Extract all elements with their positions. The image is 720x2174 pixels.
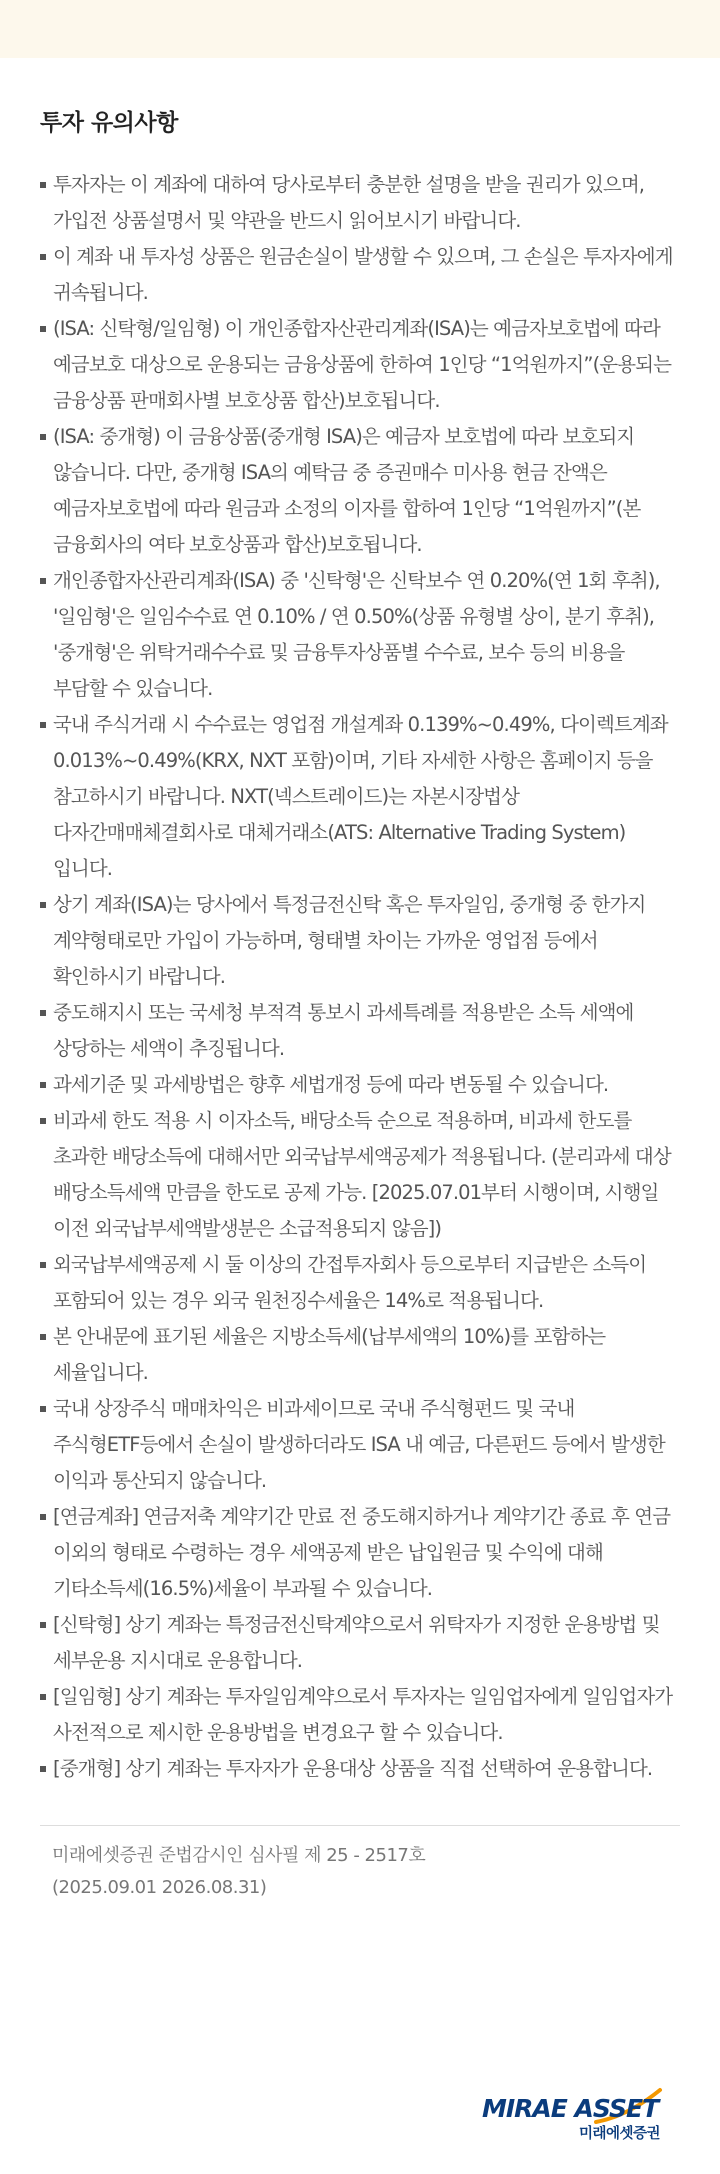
mirae-asset-logo <box>482 2086 660 2142</box>
bullet-icon <box>40 722 46 728</box>
notice-section <box>0 58 720 1787</box>
notice-item <box>40 311 680 419</box>
notice-text: 이 계좌 내 투자성 상품은 원금손실이 발생할 수 있으며, 그 손실은 투자자에게 귀속됩니다. <box>53 245 673 304</box>
bullet-icon <box>40 1262 46 1268</box>
compliance-review-number: 미래에셋증권 준법감시인 심사필 제 25 - 2517호 <box>52 1845 426 1866</box>
notice-item <box>40 167 680 239</box>
notice-item <box>40 1499 680 1607</box>
bullet-icon <box>40 254 46 260</box>
notice-item <box>40 1679 680 1751</box>
notice-text: 개인종합자산관리계좌(ISA) 중 '신탁형'은 신탁보수 연 0.20%(연 1회 후취), '일임형'은 일임수수료 연 0.10% / 연 0.50%(상품 유형별 상이, 분기 후취), '중개형'은 위탁거래수수료 및 금융투자상품별 수수료, 보수 등의 비용을 부담할 수 있습니다. <box>53 569 660 700</box>
notice-item <box>40 1067 680 1103</box>
bullet-icon <box>40 1406 46 1412</box>
bullet-icon <box>40 1766 46 1772</box>
page-title: 투자 유의사항 <box>40 110 178 136</box>
notice-text: 본 안내문에 표기된 세율은 지방소득세(납부세액의 10%)를 포함하는 세율입니다. <box>53 1325 606 1384</box>
notice-item <box>40 887 680 995</box>
notice-text: [신탁형] 상기 계좌는 특정금전신탁계약으로서 위탁자가 지정한 운용방법 및 세부운용 지시대로 운용합니다. <box>53 1613 660 1672</box>
notice-item <box>40 1247 680 1319</box>
notice-item <box>40 419 680 563</box>
notice-text: [일임형] 상기 계좌는 투자일임계약으로서 투자자는 일임업자에게 일임업자가 사전적으로 제시한 운용방법을 변경요구 할 수 있습니다. <box>53 1685 673 1744</box>
notice-text: 국내 주식거래 시 수수료는 영업점 개설계좌 0.139%~0.49%, 다이렉트계좌 0.013%~0.49%(KRX, NXT 포함)이며, 기타 자세한 사항은 홈페이지 등을 참고하시기 바랍니다. NXT(넥스트레이드)는 자본시장법상 다자간매매체결회사로 대체거래소(ATS: Alternative Trading System)입니다. <box>53 713 668 880</box>
notice-item <box>40 995 680 1067</box>
logo-text-ko: 미래에셋증권 <box>578 2126 660 2142</box>
notice-item <box>40 1751 680 1787</box>
top-band <box>0 0 720 58</box>
notice-item <box>40 1103 680 1247</box>
bullet-icon <box>40 1622 46 1628</box>
notice-text: 상기 계좌(ISA)는 당사에서 특정금전신탁 혹은 투자일임, 중개형 중 한가지 계약형태로만 가입이 가능하며, 형태별 차이는 가까운 영업점 등에서 확인하시기 바랍니다. <box>53 893 646 988</box>
bullet-icon <box>40 578 46 584</box>
notice-text: [연금계좌] 연금저축 계약기간 만료 전 중도해지하거나 계약기간 종료 후 연금 이외의 형태로 수령하는 경우 세액공제 받은 납입원금 및 수익에 대해 기타소득세(16.5%)세율이 부과될 수 있습니다. <box>53 1505 671 1600</box>
notice-text: 외국납부세액공제 시 둘 이상의 간접투자회사 등으로부터 지급받은 소득이 포함되어 있는 경우 외국 원천징수세율은 14%로 적용됩니다. <box>53 1253 647 1312</box>
compliance-footer <box>0 1826 720 1904</box>
logo-text-en: MIRAE ASSET <box>482 2094 659 2123</box>
notice-item <box>40 563 680 707</box>
notice-text: 중도해지시 또는 국세청 부적격 통보시 과세특례를 적용받은 소득 세액에 상당하는 세액이 추징됩니다. <box>53 1001 634 1060</box>
bullet-icon <box>40 1514 46 1520</box>
notice-item <box>40 1319 680 1391</box>
notice-text: [중개형] 상기 계좌는 투자자가 운용대상 상품을 직접 선택하여 운용합니다. <box>53 1757 653 1780</box>
compliance-valid-period: (2025.09.01 2026.08.31) <box>52 1877 267 1898</box>
notice-item <box>40 1607 680 1679</box>
notice-text: (ISA: 신탁형/일임형) 이 개인종합자산관리계좌(ISA)는 예금자보호법에 따라 예금보호 대상으로 운용되는 금융상품에 한하여 1인당 “1억원까지”(운용되는 금융상품 판매회사별 보호상품 합산)보호됩니다. <box>53 317 672 412</box>
bullet-icon <box>40 1118 46 1124</box>
notice-list <box>40 167 680 1787</box>
bullet-icon <box>40 902 46 908</box>
bullet-icon <box>40 182 46 188</box>
bullet-icon <box>40 1694 46 1700</box>
bullet-icon <box>40 1082 46 1088</box>
bullet-icon <box>40 1334 46 1340</box>
notice-text: 국내 상장주식 매매차익은 비과세이므로 국내 주식형펀드 및 국내 주식형ETF등에서 손실이 발생하더라도 ISA 내 예금, 다른펀드 등에서 발생한 이익과 통산되지 않습니다. <box>53 1397 665 1492</box>
notice-item <box>40 707 680 887</box>
notice-text: 투자자는 이 계좌에 대하여 당사로부터 충분한 설명을 받을 권리가 있으며, 가입전 상품설명서 및 약관을 반드시 읽어보시기 바랍니다. <box>53 173 645 232</box>
bullet-icon <box>40 434 46 440</box>
notice-text: 비과세 한도 적용 시 이자소득, 배당소득 순으로 적용하며, 비과세 한도를 초과한 배당소득에 대해서만 외국납부세액공제가 적용됩니다. (분리과세 대상 배당소득세액 만큼을 한도로 공제 가능. [2025.07.01부터 시행이며, 시행일 이전 외국납부세액발생분은 소급적용되지 않음]) <box>53 1109 671 1240</box>
notice-text: 과세기준 및 과세방법은 향후 세법개정 등에 따라 변동될 수 있습니다. <box>53 1073 609 1096</box>
notice-item <box>40 239 680 311</box>
bullet-icon <box>40 1010 46 1016</box>
notice-text: (ISA: 중개형) 이 금융상품(중개형 ISA)은 예금자 보호법에 따라 보호되지 않습니다. 다만, 중개형 ISA의 예탁금 중 증권매수 미사용 현금 잔액은 예금자보호법에 따라 원금과 소정의 이자를 합하여 1인당 “1억원까지”(본 금융회사의 여타 보호상품과 합산)보호됩니다. <box>53 425 641 556</box>
notice-item <box>40 1391 680 1499</box>
bullet-icon <box>40 326 46 332</box>
